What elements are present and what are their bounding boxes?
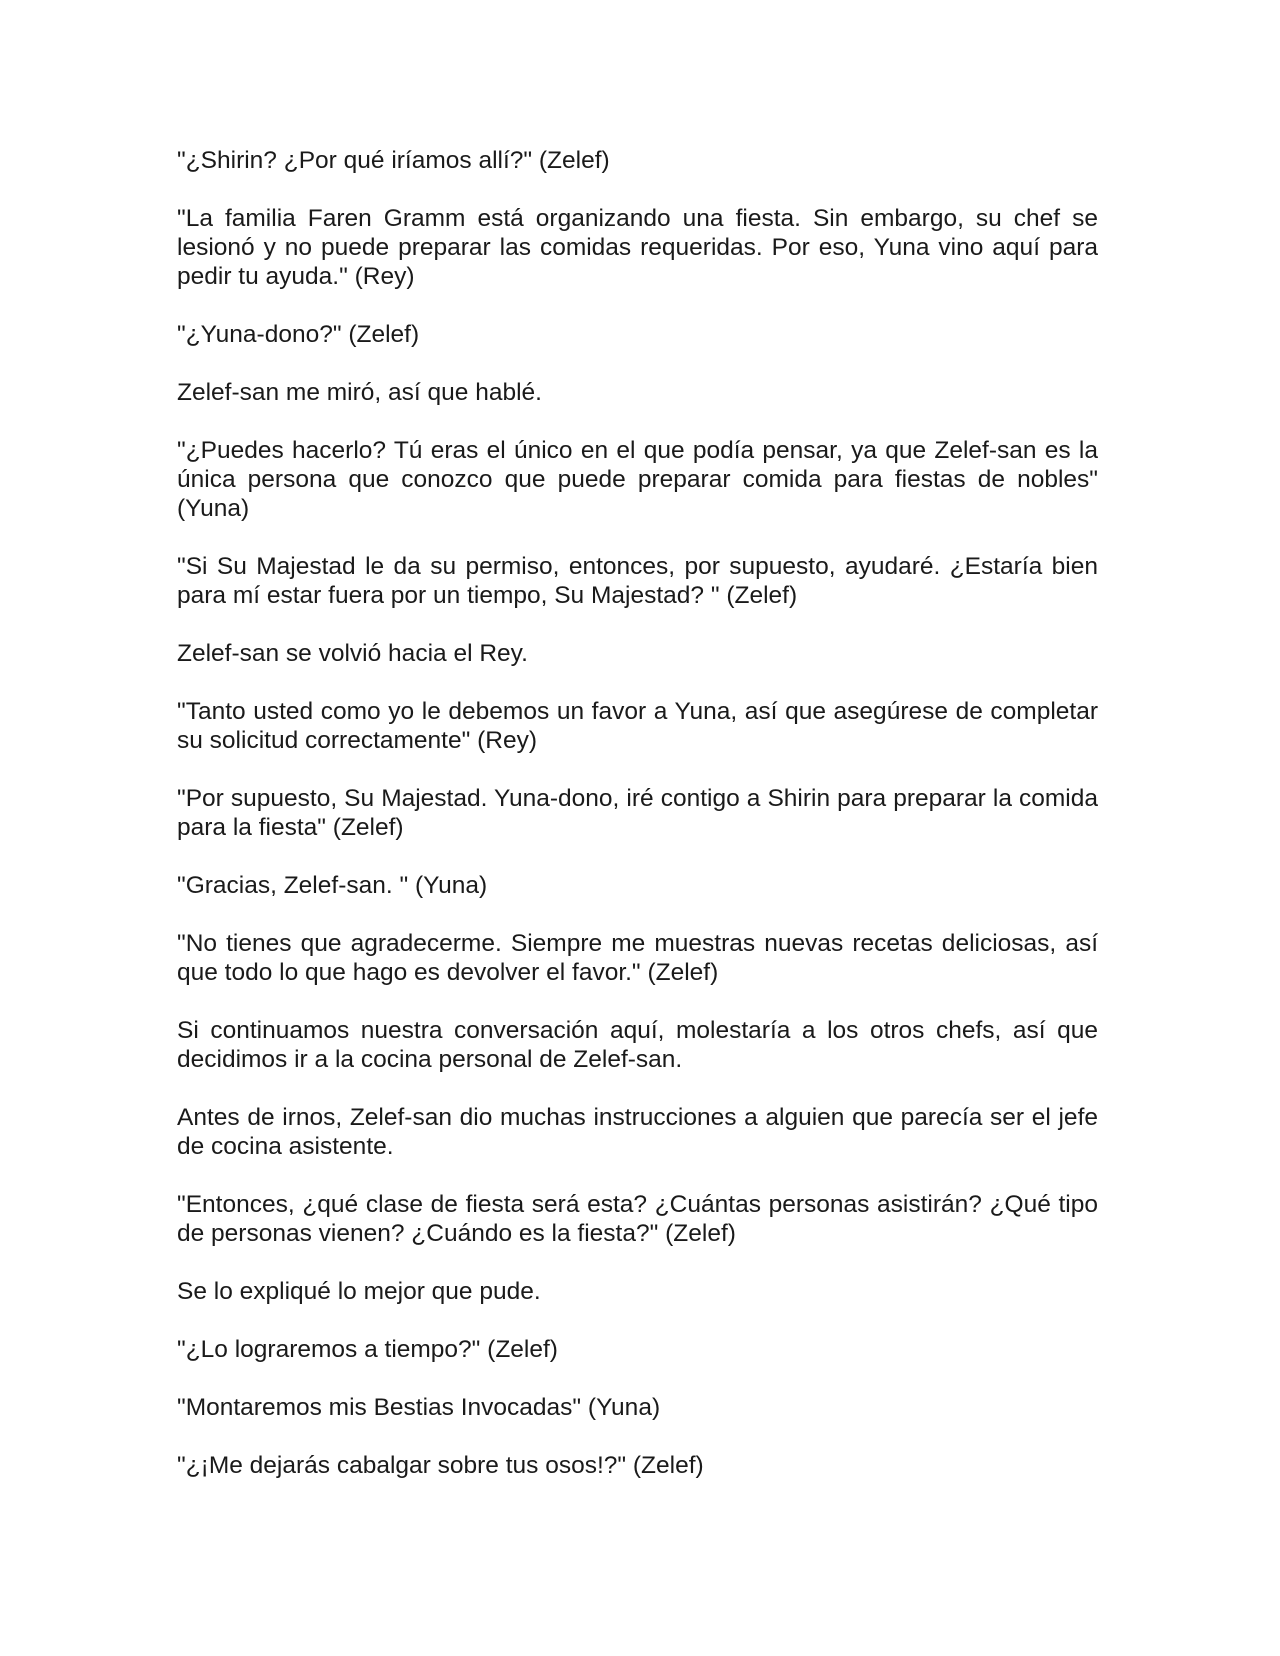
paragraph: "No tienes que agradecerme. Siempre me muestras nuevas recetas deliciosas, así que todo lo que hago es devolver el favor." (Zelef) <box>177 930 1098 986</box>
paragraph: "Tanto usted como yo le debemos un favor a Yuna, así que asegúrese de completar su solicitud correctamente" (Rey) <box>177 698 1098 754</box>
paragraph: "Por supuesto, Su Majestad. Yuna-dono, iré contigo a Shirin para preparar la comida para la fiesta" (Zelef) <box>177 785 1098 841</box>
paragraph: Si continuamos nuestra conversación aquí, molestaría a los otros chefs, así que decidimos ir a la cocina personal de Zelef-san. <box>177 1017 1098 1073</box>
paragraph: "¿Puedes hacerlo? Tú eras el único en el que podía pensar, ya que Zelef-san es la única persona que conozco que puede preparar comida para fiestas de nobles" (Yuna) <box>177 437 1098 522</box>
paragraph: "¿Yuna-dono?" (Zelef) <box>177 321 420 348</box>
paragraph: "¿Lo lograremos a tiempo?" (Zelef) <box>177 1336 558 1363</box>
paragraph: "¿Shirin? ¿Por qué iríamos allí?" (Zelef) <box>177 147 610 174</box>
paragraph: Se lo expliqué lo mejor que pude. <box>177 1278 541 1305</box>
paragraph: "Gracias, Zelef-san. " (Yuna) <box>177 872 488 899</box>
document-body <box>177 146 1098 1509</box>
paragraph: "Entonces, ¿qué clase de fiesta será esta? ¿Cuántas personas asistirán? ¿Qué tipo de personas vienen? ¿Cuándo es la fiesta?" (Zelef) <box>177 1191 1098 1247</box>
paragraph: Zelef-san me miró, así que hablé. <box>177 379 542 406</box>
paragraph: Antes de irnos, Zelef-san dio muchas instrucciones a alguien que parecía ser el jefe de cocina asistente. <box>177 1104 1098 1160</box>
paragraph: "Si Su Majestad le da su permiso, entonces, por supuesto, ayudaré. ¿Estaría bien para mí estar fuera por un tiempo, Su Majestad? " (Zelef) <box>177 553 1098 609</box>
paragraph: "¿¡Me dejarás cabalgar sobre tus osos!?" (Zelef) <box>177 1452 704 1479</box>
paragraph: Zelef-san se volvió hacia el Rey. <box>177 640 528 667</box>
paragraph: "Montaremos mis Bestias Invocadas" (Yuna) <box>177 1394 661 1421</box>
paragraph: "La familia Faren Gramm está organizando una fiesta. Sin embargo, su chef se lesionó y no puede preparar las comidas requeridas. Por eso, Yuna vino aquí para pedir tu ayuda." (Rey) <box>177 205 1098 290</box>
